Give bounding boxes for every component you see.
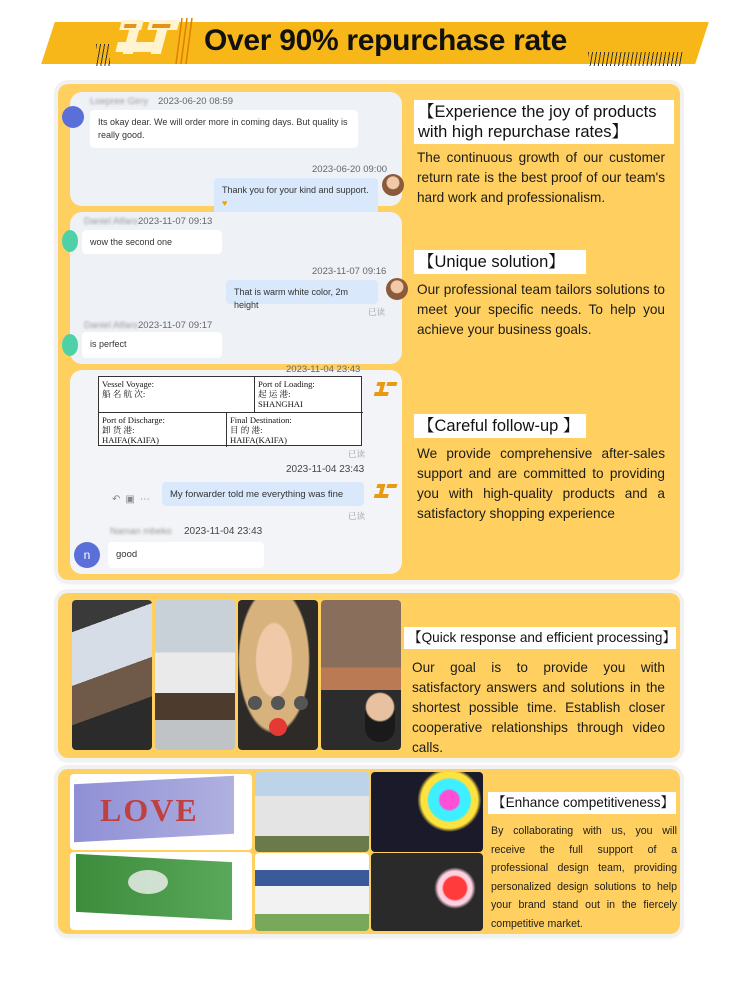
section-text-solution: Our professional team tailors solutions to meet your specific needs. To help you achieve your business goals.: [417, 282, 665, 337]
message-time: 2023-11-07 09:17: [138, 320, 213, 331]
seller-logo-avatar: [372, 482, 398, 504]
mute-button[interactable]: [248, 696, 262, 710]
photo-video-call-team: [321, 600, 401, 750]
seller-message-text: Thank you for your kind and support.: [222, 185, 369, 195]
fd-value: HAIFA(KAIFA): [230, 435, 287, 445]
read-status: 已读: [348, 511, 366, 521]
customer-avatar: [62, 230, 78, 252]
pol-cn: 起 运 港:: [258, 389, 291, 399]
chat-card-3: [70, 364, 402, 574]
design-drawing-green: [70, 852, 252, 930]
pod-label: Port of Discharge:: [102, 415, 165, 425]
header-hatch-right: [588, 52, 683, 66]
photo-laptop-phone: [72, 600, 152, 750]
section-title-solution: 【Unique solution】: [414, 250, 586, 274]
photo-video-call-customer: [238, 600, 318, 750]
message-time: 2023-06-20 09:00: [312, 164, 388, 175]
seller-logo-avatar: [372, 380, 398, 402]
pod-value: HAIFA(KAIFA): [102, 435, 159, 445]
seller-message: My forwarder told me everything was fine: [162, 482, 364, 506]
chat-card-2: [70, 212, 402, 364]
section-title-repurchase: 【Experience the joy of products with high repurchase rates】: [414, 100, 674, 144]
seller-message: [214, 178, 378, 216]
customer-avatar: n: [74, 542, 100, 568]
customer-message: Its okay dear. We will order more in coming days. But quality is really good.: [90, 110, 358, 148]
company-logo: [104, 12, 194, 70]
call-controls: [244, 696, 312, 736]
message-time: 2023-11-07 09:16: [312, 266, 387, 277]
pol-value: SHANGHAI: [258, 399, 303, 409]
customer-name: Daniel Alfaro: [84, 216, 138, 227]
quote-icon[interactable]: ▣: [125, 494, 140, 505]
message-time: 2023-11-04 23:43: [286, 464, 365, 475]
design-drawing-love: LOVE: [70, 774, 252, 850]
more-icon[interactable]: ⋯: [139, 494, 155, 505]
section-title-competitiveness: 【Enhance competitiveness】: [488, 792, 676, 814]
read-status: 已读: [368, 307, 386, 317]
seller-avatar: [386, 278, 408, 300]
pod-cn: 卸 货 港:: [102, 425, 135, 435]
section-text-competitiveness: By collaborating with us, you will receive the full support of a professional design team, providing personalized design solutions to help your brand stand out in the fiercely competitive market.: [491, 825, 677, 930]
seller-message: That is warm white color, 2m height: [226, 280, 378, 304]
reply-icon[interactable]: ↶: [112, 494, 126, 505]
section-text-followup: We provide comprehensive after-sales support and are committed to providing you with high-quality products and a satisfactory shopping experience: [417, 446, 665, 521]
customer-message: good: [108, 542, 264, 568]
render-building-day: [255, 772, 369, 852]
message-time: 2023-11-07 09:13: [138, 216, 213, 227]
chat-card-1: [70, 92, 402, 209]
section-title-quick-response: 【Quick response and efficient processing】: [404, 627, 676, 649]
fd-cn: 目 的 港:: [230, 425, 263, 435]
render-building-night-color: [371, 772, 483, 852]
section-text-quick-response: Our goal is to provide you with satisfactory answers and solutions in the shortest possible time. Establish closer cooperative relationships through video calls.: [412, 660, 665, 755]
customer-avatar: [62, 334, 78, 356]
seller-avatar: [382, 174, 404, 196]
message-time: 2023-06-20 08:59: [158, 96, 234, 107]
read-status: 已读: [348, 449, 366, 459]
speaker-button[interactable]: [271, 696, 285, 710]
photo-office-desk: [155, 600, 235, 750]
section-title-followup: 【Careful follow-up 】: [414, 414, 586, 438]
vessel-label: Vessel Voyage:: [102, 379, 154, 389]
message-time: 2023-11-04 23:43: [184, 526, 263, 537]
heart-emoji-icon: ♥: [222, 198, 228, 209]
render-building-night-red: [371, 853, 483, 931]
page-title: Over 90% repurchase rate: [204, 24, 568, 57]
section-text-repurchase: The continuous growth of our customer return rate is the best proof of our team's hard work and professionalism.: [417, 150, 665, 205]
end-call-button[interactable]: [269, 718, 287, 736]
pol-label: Port of Loading:: [258, 379, 315, 389]
render-building-solar: [255, 853, 369, 931]
customer-message: is perfect: [82, 332, 222, 358]
vessel-cn: 船 名 航 次:: [102, 389, 146, 399]
camera-button[interactable]: [294, 696, 308, 710]
customer-avatar: [62, 106, 84, 128]
customer-name: Naman mbeko: [110, 526, 172, 537]
customer-name: Daniel Alfaro: [84, 320, 138, 331]
message-time: 2023-11-04 23:43: [286, 364, 361, 375]
fd-label: Final Destination:: [230, 415, 292, 425]
shipping-document: [98, 376, 362, 446]
message-actions: [112, 494, 155, 505]
customer-name: Loepree Girry: [90, 96, 149, 107]
customer-message: wow the second one: [82, 230, 222, 254]
